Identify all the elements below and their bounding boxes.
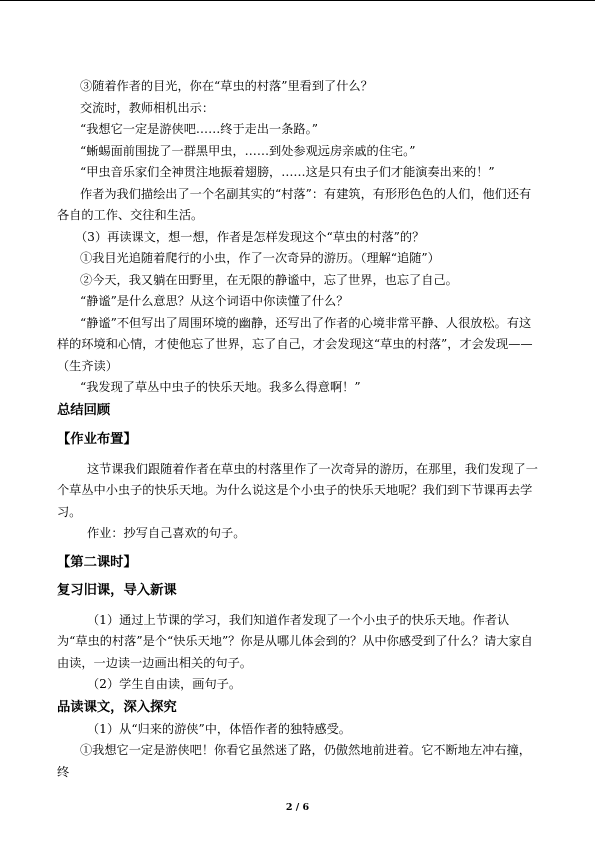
paragraph: “静谧”不但写出了周围环境的幽静，还写出了作者的心境非常平静、人很放松。有这样的环境和心情，才使他忘了世界，忘了自己，才会发现这“草虫的村落”，才会发现——（生齐读） xyxy=(57,315,533,373)
paragraph: “我想它一定是游侠吧……终于走出一条路。” xyxy=(80,122,318,136)
paragraph: “我发现了草丛中虫子的快乐天地。我多么得意啊！” xyxy=(80,380,361,394)
paragraph: “甲虫音乐家们全神贯注地振着翅膀，……这是只有虫子们才能演奏出来的！” xyxy=(80,165,495,179)
paragraph: （2）学生自由读，画句子。 xyxy=(87,677,242,691)
heading-explore: 品读课文，深入探究 xyxy=(57,699,177,715)
paragraph: 交流时，教师相机出示： xyxy=(80,100,215,115)
paragraph: 作业：抄写自己喜欢的句子。 xyxy=(87,526,246,540)
heading-homework: 【作业布置】 xyxy=(57,431,137,447)
paragraph: （1）从“归来的游侠”中，体悟作者的独特感受。 xyxy=(87,721,351,736)
page-number: 2 / 6 xyxy=(285,802,310,813)
document-body xyxy=(57,76,539,783)
heading-review: 复习旧课，导入新课 xyxy=(57,582,177,598)
paragraph: 作者为我们描绘出了一个名副其实的“村落”：有建筑，有形形色色的人们，他们还有各自的工作、交往和生活。 xyxy=(57,186,532,222)
paragraph: ③随着作者的目光，你在“草虫的村落”里看到了什么？ xyxy=(80,79,373,93)
heading-lesson-two: 【第二课时】 xyxy=(57,554,137,570)
paragraph: “静谧”是什么意思？从这个词语中你读懂了什么？ xyxy=(80,294,349,308)
paragraph: “蜥蜴面前围拢了一群黑甲虫，……到处参观远房亲戚的住宅。” xyxy=(80,143,416,158)
paragraph: ①我想它一定是游侠吧！你看它虽然迷了路，仍傲然地前进着。它不断地左冲右撞，终 xyxy=(57,743,531,779)
paragraph: （3）再读课文，想一想，作者是怎样发现这个“草虫的村落”的？ xyxy=(75,229,425,244)
paragraph: （1）通过上节课的学习，我们知道作者发现了一个小虫子的快乐天地。作者认为“草虫的村落”是个“快乐天地”？你是从哪儿体会到的？从中你感受到了什么？请大家自由读，一边读一边画出相关的句子。 xyxy=(57,612,533,670)
paragraph: ②今天，我又躺在田野里，在无限的静谧中，忘了世界，也忘了自己。 xyxy=(80,272,458,287)
paragraph: 这节课我们跟随着作者在草虫的村落里作了一次奇异的游历，在那里，我们发现了一个草丛中小虫子的快乐天地。为什么说这是个小虫子的快乐天地呢？我们到下节课再去学习。 xyxy=(57,461,538,519)
header-rule xyxy=(0,0,595,1)
heading-summary: 总结回顾 xyxy=(57,402,111,418)
paragraph: ①我目光追随着爬行的小虫，作了一次奇异的游历。（理解“追随”） xyxy=(80,251,440,265)
